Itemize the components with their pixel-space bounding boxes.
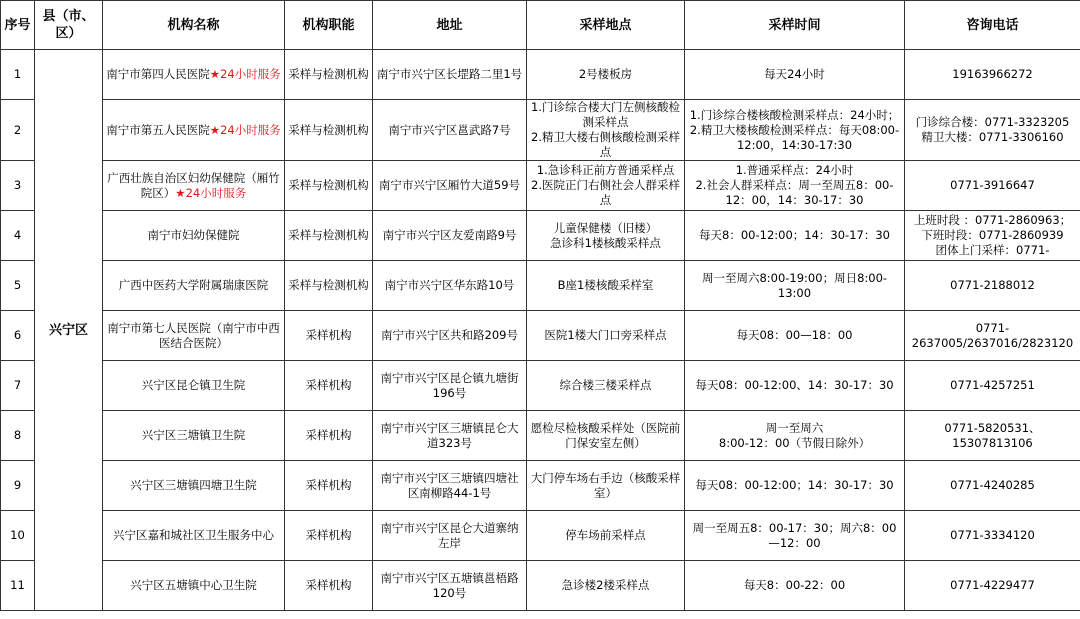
sampling-site [527,311,685,361]
contact-phone [905,161,1080,211]
sampling-site-line: 急诊楼2楼采样点 [561,578,650,592]
row-seq: 1 [1,50,35,100]
sampling-site-line: 1.急诊科正前方普通采样点 [536,163,675,177]
institution-name [103,211,285,261]
institution-function: 采样机构 [285,511,373,561]
table-row [1,511,1080,561]
row-seq: 2 [1,100,35,161]
sampling-time [685,361,905,411]
sampling-time [685,161,905,211]
institution-function: 采样机构 [285,361,373,411]
header-function: 机构职能 [285,1,373,50]
sampling-time-line: 1.门诊综合楼核酸检测采样点：24小时； [689,107,900,122]
institution-address: 南宁市兴宁区长堽路二里1号 [373,50,527,100]
header-seq: 序号 [1,1,35,50]
institution-name-text: 南宁市第七人民医院（南宁市中西医结合医院） [107,320,280,350]
institution-function: 采样与检测机构 [285,161,373,211]
contact-phone-line: 下班时段：0771-2860939 [921,228,1064,242]
contact-phone-line: 0771-4240285 [950,478,1035,492]
institution-function: 采样机构 [285,311,373,361]
header-address: 地址 [373,1,527,50]
institution-name-text: 兴宁区五塘镇中心卫生院 [130,578,257,592]
institution-name [103,161,285,211]
institution-name [103,461,285,511]
institution-name-text: 兴宁区嘉和城社区卫生服务中心 [113,528,274,542]
sampling-time-line: 每天8：00-22：00 [743,578,846,592]
sampling-site [527,411,685,461]
institution-address: 南宁市兴宁区共和路209号 [373,311,527,361]
contact-phone [905,311,1080,361]
institution-name-text: 兴宁区三塘镇卫生院 [141,428,246,442]
institution-name [103,50,285,100]
table-row [1,100,1080,161]
institution-address: 南宁市兴宁区五塘镇邕梧路120号 [373,561,527,611]
sampling-site-line: 愿检尽检核酸采样处（医院前门保安室左侧） [530,420,681,450]
header-phone: 咨询电话 [905,1,1080,50]
sampling-time-line: 2.精卫大楼核酸检测采样点：每天08:00-12:00，14:30-17:30 [689,122,900,152]
service-24h-note: ★24小时服务 [209,122,281,137]
institution-name [103,511,285,561]
institution-address: 南宁市兴宁区三塘镇昆仑大道323号 [373,411,527,461]
sampling-site-line: 综合楼三楼采样点 [559,378,652,392]
sampling-site [527,50,685,100]
sampling-time-line: 8:00-12：00（节假日除外） [718,435,871,450]
contact-phone [905,361,1080,411]
table-row [1,161,1080,211]
institution-address: 南宁市兴宁区邕武路7号 [373,100,527,161]
institution-address: 南宁市兴宁区友爱南路9号 [373,211,527,261]
table-row [1,561,1080,611]
contact-phone [905,50,1080,100]
table-row [1,361,1080,411]
contact-phone-line: 0771-2188012 [950,278,1035,292]
sampling-site [527,261,685,311]
sampling-site-line: 2号楼板房 [578,67,633,81]
row-seq: 7 [1,361,35,411]
institution-address: 南宁市兴宁区昆仑镇九塘街196号 [373,361,527,411]
contact-phone-line: 精卫大楼：0771-3306160 [921,130,1064,144]
institution-name [103,411,285,461]
sampling-time-line: 每天08：00-12:00、14：30-17：30 [695,378,894,392]
institution-address: 南宁市兴宁区昆仑大道寨纳左岸 [373,511,527,561]
contact-phone-line: 0771-3916647 [950,178,1035,192]
contact-phone [905,261,1080,311]
sampling-site-line: 1.门诊综合楼大门左侧核酸检测采样点 [531,100,680,129]
institution-name [103,561,285,611]
institution-address: 南宁市兴宁区三塘镇四塘社区南柳路44-1号 [373,461,527,511]
contact-phone [905,100,1080,161]
service-24h-note: ★24小时服务 [209,67,281,81]
sampling-site [527,161,685,211]
contact-phone-line: 门诊综合楼：0771-3323205 [915,115,1070,129]
row-seq: 10 [1,511,35,561]
sampling-time-line: 周一至周六8:00-19:00；周日8:00-13:00 [701,270,888,300]
contact-phone-line: 0771-4229477 [950,578,1035,592]
contact-phone-line: 0771-3334120 [950,528,1035,542]
institution-name-text: 南宁市第五人民医院 [106,122,210,137]
sampling-time [685,211,905,261]
sampling-site-line: 急诊科1楼核酸采样点 [550,235,661,250]
header-time: 采样时间 [685,1,905,50]
institution-function: 采样机构 [285,561,373,611]
row-seq: 3 [1,161,35,211]
sampling-time-line: 周一至周六 [765,420,824,435]
table-row [1,311,1080,361]
sampling-time [685,261,905,311]
sampling-time [685,511,905,561]
header-site: 采样地点 [527,1,685,50]
table-row [1,411,1080,461]
header-county: 县（市、区） [35,1,103,50]
institution-name-text: 南宁市妇幼保健院 [147,228,240,242]
header-row [1,1,1080,50]
contact-phone-line: 团体上门采样：0771- [935,243,1050,257]
sampling-site [527,361,685,411]
institution-function: 采样机构 [285,461,373,511]
sampling-site-line: 医院1楼大门口旁采样点 [544,328,667,342]
sampling-site-line: 儿童保健楼（旧楼） [553,220,658,235]
county-cell: 兴宁区 [35,50,103,611]
row-seq: 4 [1,211,35,261]
contact-phone-line: 0771-2637005/2637016/2823120 [911,320,1074,350]
sampling-time-line: 2.社会人群采样点：周一至周五8：00-12：00，14：30-17：30 [695,178,894,207]
institution-address: 南宁市兴宁区厢竹大道59号 [373,161,527,211]
sampling-time [685,100,905,161]
row-seq: 6 [1,311,35,361]
table-row [1,461,1080,511]
contact-phone [905,461,1080,511]
contact-phone-line: 0771-5820531、15307813106 [944,420,1041,450]
contact-phone [905,211,1080,261]
sampling-time-line: 1.普通采样点：24小时 [735,163,854,177]
table-row [1,211,1080,261]
sampling-site [527,100,685,161]
institution-function: 采样与检测机构 [285,50,373,100]
sampling-time-line: 周一至周五8：00-17：30；周六8：00—12：00 [692,520,897,550]
row-seq: 11 [1,561,35,611]
row-seq: 5 [1,261,35,311]
sampling-site-line: 2.精卫大楼右侧核酸检测采样点 [531,130,680,159]
sampling-site [527,511,685,561]
institution-name [103,100,285,161]
row-seq: 8 [1,411,35,461]
institution-function: 采样与检测机构 [285,261,373,311]
institution-name [103,261,285,311]
sampling-time [685,411,905,461]
contact-phone [905,561,1080,611]
table-row [1,50,1080,100]
sampling-time-line: 每天8：00-12:00；14：30-17：30 [699,228,890,242]
sampling-time [685,561,905,611]
institution-name [103,361,285,411]
institution-name-text: 兴宁区三塘镇四塘卫生院 [130,478,257,492]
sampling-time [685,461,905,511]
institution-name-text: 广西壮族自治区妇幼保健院（厢竹院区） [107,170,280,200]
sampling-site-line: B座1楼核酸采样室 [557,278,654,292]
contact-phone-line: 0771-4257251 [950,378,1035,392]
institution-name [103,311,285,361]
sampling-site-line: 停车场前采样点 [565,528,646,542]
sampling-time-line: 每天08：00—18：00 [736,328,853,342]
sampling-time [685,311,905,361]
service-24h-note: ★24小时服务 [175,185,247,200]
sampling-site [527,461,685,511]
contact-phone [905,511,1080,561]
contact-phone [905,411,1080,461]
institution-function: 采样与检测机构 [285,211,373,261]
sampling-site-line: 2.医院正门右侧社会人群采样点 [531,178,680,207]
contact-phone-line: 上班时段 ：0771-2860963； [913,213,1072,227]
contact-phone-line: 19163966272 [952,67,1033,81]
sampling-time-line: 每天24小时 [764,67,825,81]
row-seq: 9 [1,461,35,511]
institution-name-text: 兴宁区昆仑镇卫生院 [141,378,246,392]
header-name: 机构名称 [103,1,285,50]
institution-address: 南宁市兴宁区华东路10号 [373,261,527,311]
sampling-site [527,561,685,611]
table-row [1,261,1080,311]
sampling-time [685,50,905,100]
sampling-site-line: 大门停车场右手边（核酸采样室） [530,470,681,500]
institution-function: 采样与检测机构 [285,100,373,161]
sampling-time-line: 每天08：00-12:00；14：30-17：30 [695,478,894,492]
sampling-site [527,211,685,261]
institution-function: 采样机构 [285,411,373,461]
institution-name-text: 南宁市第四人民医院 [106,67,210,81]
institution-name-text: 广西中医药大学附属瑞康医院 [118,278,269,292]
